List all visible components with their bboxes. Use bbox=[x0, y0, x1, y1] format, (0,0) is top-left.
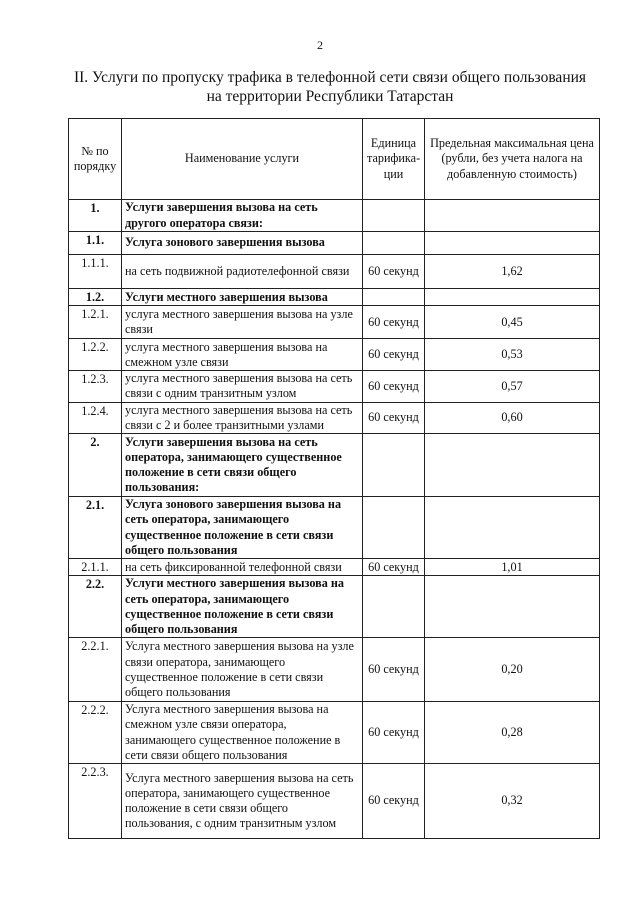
max-price: 1,62 bbox=[425, 255, 600, 289]
tariff-unit bbox=[363, 497, 425, 559]
tariff-unit: 60 секунд bbox=[363, 559, 425, 576]
row-number: 2. bbox=[69, 434, 122, 497]
header-unit: Единица тарифика-ции bbox=[363, 119, 425, 200]
service-name: на сеть фиксированной телефонной связи bbox=[122, 559, 363, 576]
max-price: 0,45 bbox=[425, 306, 600, 339]
row-number: 1.2.4. bbox=[69, 402, 122, 433]
table-row bbox=[69, 289, 600, 306]
max-price: 0,32 bbox=[425, 764, 600, 839]
tariff-table bbox=[68, 118, 600, 839]
tariff-unit bbox=[363, 434, 425, 497]
max-price: 0,57 bbox=[425, 371, 600, 402]
service-name: услуга местного завершения вызова на узле связи bbox=[122, 306, 363, 339]
tariff-unit: 60 секунд bbox=[363, 255, 425, 289]
row-number: 1.2.2. bbox=[69, 339, 122, 371]
tariff-unit: 60 секунд bbox=[363, 306, 425, 339]
max-price: 0,28 bbox=[425, 702, 600, 764]
service-name: Услуга местного завершения вызова на сеть оператора, занимающего существенное положение в сети связи общего пользования, с одним транзитным узлом bbox=[122, 764, 363, 839]
tariff-unit bbox=[363, 576, 425, 638]
row-number: 2.2.3. bbox=[69, 764, 122, 839]
row-number: 1.2. bbox=[69, 289, 122, 306]
header-num: № по порядку bbox=[69, 119, 122, 200]
table-row bbox=[69, 638, 600, 702]
tariff-unit: 60 секунд bbox=[363, 638, 425, 702]
table-row bbox=[69, 559, 600, 576]
table-row bbox=[69, 255, 600, 289]
row-number: 2.2.2. bbox=[69, 702, 122, 764]
page-number: 2 bbox=[317, 38, 323, 52]
service-name: услуга местного завершения вызова на смежном узле связи bbox=[122, 339, 363, 371]
service-name: услуга местного завершения вызова на сеть связи с 2 и более транзитными узлами bbox=[122, 402, 363, 433]
row-number: 2.2. bbox=[69, 576, 122, 638]
max-price bbox=[425, 200, 600, 232]
max-price: 1,01 bbox=[425, 559, 600, 576]
tariff-unit bbox=[363, 200, 425, 232]
max-price: 0,53 bbox=[425, 339, 600, 371]
max-price bbox=[425, 497, 600, 559]
table-row bbox=[69, 232, 600, 255]
tariff-unit: 60 секунд bbox=[363, 764, 425, 839]
row-number: 1.2.3. bbox=[69, 371, 122, 402]
row-number: 2.1. bbox=[69, 497, 122, 559]
service-name: на сеть подвижной радиотелефонной связи bbox=[122, 255, 363, 289]
table-row bbox=[69, 702, 600, 764]
table-row bbox=[69, 339, 600, 371]
max-price bbox=[425, 289, 600, 306]
tariff-unit: 60 секунд bbox=[363, 371, 425, 402]
service-name: Услуги местного завершения вызова bbox=[122, 289, 363, 306]
row-number: 2.1.1. bbox=[69, 559, 122, 576]
service-name: услуга местного завершения вызова на сеть связи с одним транзитным узлом bbox=[122, 371, 363, 402]
row-number: 1.2.1. bbox=[69, 306, 122, 339]
section-title bbox=[40, 68, 620, 106]
table-row bbox=[69, 306, 600, 339]
service-name: Услуга местного завершения вызова на узле связи оператора, занимающего существенное положение в сети связи общего пользования bbox=[122, 638, 363, 702]
section-title-line: на территории Республики Татарстан bbox=[206, 88, 454, 105]
header-price: Предельная максимальная цена (рубли, без учета налога на добавленную стоимость) bbox=[425, 119, 600, 200]
max-price bbox=[425, 434, 600, 497]
table-row bbox=[69, 434, 600, 497]
table-row bbox=[69, 200, 600, 232]
tariff-unit: 60 секунд bbox=[363, 702, 425, 764]
max-price: 0,20 bbox=[425, 638, 600, 702]
table-header-row bbox=[69, 119, 600, 200]
section-title-line: II. Услуги по пропуску трафика в телефонной сети связи общего пользования bbox=[73, 69, 587, 86]
row-number: 1. bbox=[69, 200, 122, 232]
table-row bbox=[69, 371, 600, 402]
row-number: 1.1.1. bbox=[69, 255, 122, 289]
service-name: Услуги завершения вызова на сеть другого оператора связи: bbox=[122, 200, 363, 232]
service-name: Услуги завершения вызова на сеть оператора, занимающего существенное положение в сети связи общего пользования: bbox=[122, 434, 363, 497]
service-name: Услуга местного завершения вызова на смежном узле связи оператора, занимающего существенное положение в сети связи общего пользования bbox=[122, 702, 363, 764]
table-row bbox=[69, 402, 600, 433]
max-price bbox=[425, 232, 600, 255]
row-number: 2.2.1. bbox=[69, 638, 122, 702]
max-price: 0,60 bbox=[425, 402, 600, 433]
tariff-unit bbox=[363, 232, 425, 255]
service-name: Услуги местного завершения вызова на сеть оператора, занимающего существенное положение в сети связи общего пользования bbox=[122, 576, 363, 638]
row-number: 1.1. bbox=[69, 232, 122, 255]
table-row bbox=[69, 576, 600, 638]
tariff-unit bbox=[363, 289, 425, 306]
service-name: Услуга зонового завершения вызова bbox=[122, 232, 363, 255]
header-name: Наименование услуги bbox=[122, 119, 363, 200]
max-price bbox=[425, 576, 600, 638]
table-row bbox=[69, 497, 600, 559]
table-row bbox=[69, 764, 600, 839]
service-name: Услуга зонового завершения вызова на сеть оператора, занимающего существенное положение в сети связи общего пользования bbox=[122, 497, 363, 559]
tariff-unit: 60 секунд bbox=[363, 402, 425, 433]
tariff-unit: 60 секунд bbox=[363, 339, 425, 371]
